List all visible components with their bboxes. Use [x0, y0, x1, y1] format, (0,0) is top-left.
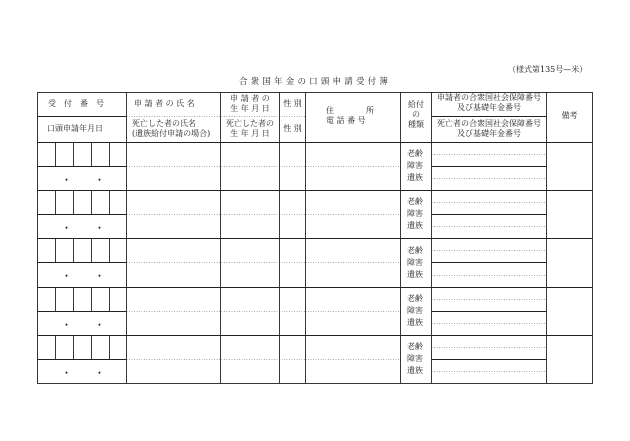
- header-deceased-ss-1: 死亡者の合衆国社会保障番号: [437, 119, 541, 128]
- benefit-option-old-age: 老齢: [407, 197, 423, 206]
- date-separator-dot: ・: [62, 369, 72, 379]
- benefit-option-disability: 障害: [407, 354, 423, 363]
- date-separator-dot: ・: [62, 321, 72, 331]
- date-separator-dot: ・: [62, 224, 72, 234]
- header-applicant-dob-1: 申 請 者 の: [230, 94, 270, 103]
- header-phone: 電 話 番 号: [326, 116, 366, 125]
- benefit-option-survivor: 遺族: [407, 221, 423, 230]
- benefit-option-old-age: 老齢: [407, 149, 423, 158]
- header-applicant-ss-2: 及び基礎年金番号: [457, 103, 521, 112]
- header-receipt-number: 受 付 番 号: [48, 99, 104, 108]
- benefit-option-survivor: 遺族: [407, 366, 423, 375]
- date-separator-dot: ・: [95, 272, 105, 282]
- date-separator-dot: ・: [62, 272, 72, 282]
- benefit-option-old-age: 老齢: [407, 342, 423, 351]
- header-address: 住 所: [326, 106, 374, 115]
- benefit-option-survivor: 遺族: [407, 270, 423, 279]
- date-separator-dot: ・: [95, 176, 105, 186]
- date-separator-dot: ・: [95, 321, 105, 331]
- date-separator-dot: ・: [95, 224, 105, 234]
- benefit-option-disability: 障害: [407, 306, 423, 315]
- benefit-option-survivor: 遺族: [407, 318, 423, 327]
- date-separator-dot: ・: [95, 369, 105, 379]
- header-applicant-dob-2: 生 年 月 日: [230, 104, 270, 113]
- page-title: 合衆国年金の口頭申請受付簿: [238, 77, 392, 87]
- benefit-option-old-age: 老齢: [407, 246, 423, 255]
- header-deceased-name-1: 死亡した者の氏名: [132, 119, 196, 128]
- benefit-option-disability: 障害: [407, 258, 423, 267]
- date-separator-dot: ・: [62, 176, 72, 186]
- benefit-option-old-age: 老齢: [407, 294, 423, 303]
- header-benefit-type-1: 給付: [408, 100, 424, 109]
- header-benefit-type-3: 種類: [408, 120, 424, 129]
- header-deceased-ss-2: 及び基礎年金番号: [457, 129, 521, 138]
- form-number: （様式第135号—米）: [508, 65, 588, 74]
- header-sex-lower: 性 別: [283, 124, 302, 133]
- header-deceased-dob-1: 死亡した者の: [226, 119, 274, 128]
- benefit-option-disability: 障害: [407, 161, 423, 170]
- header-deceased-dob-2: 生 年 月 日: [230, 129, 270, 138]
- header-deceased-name-2: (遺族給付申請の場合): [132, 129, 211, 138]
- header-oral-application-date: 口頭申請年月日: [47, 124, 103, 133]
- header-remarks: 備考: [561, 111, 578, 120]
- header-benefit-type-2: の: [412, 110, 420, 119]
- header-sex: 性 別: [283, 99, 302, 108]
- header-applicant-name: 申 請 者 の 氏 名: [134, 99, 195, 108]
- benefit-option-survivor: 遺族: [407, 173, 423, 182]
- benefit-option-disability: 障害: [407, 209, 423, 218]
- header-applicant-ss-1: 申請者の合衆国社会保障番号: [437, 93, 541, 102]
